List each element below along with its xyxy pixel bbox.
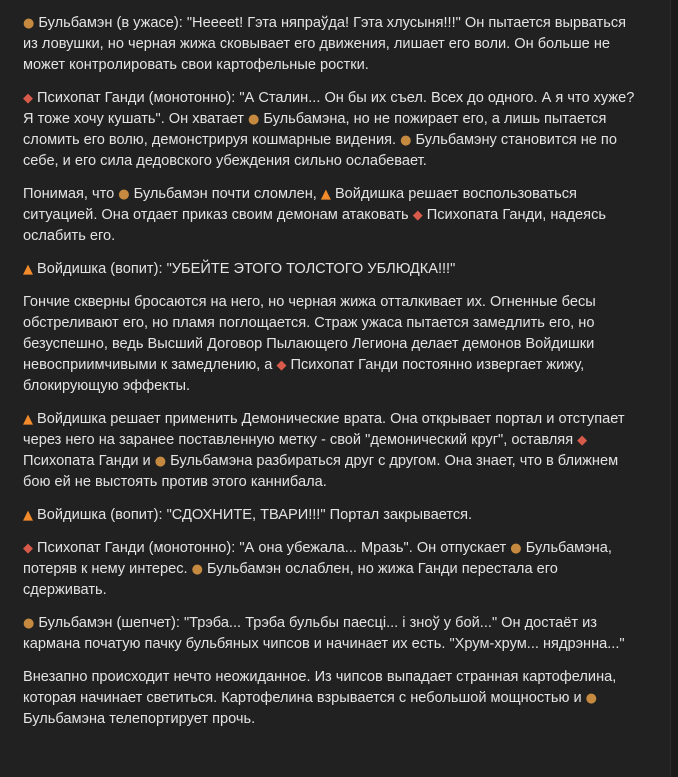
- message-text: Психопата Ганди и: [23, 453, 155, 469]
- message-text: Психопат Ганди постоянно извергает жижу, блокирующую эффекты.: [23, 357, 585, 394]
- potato-icon: ●: [154, 454, 167, 469]
- message-text: Внезапно происходит нечто неожиданное. Из чипсов выпадает странная картофелина, которая начинает светиться. Картофелина взрывается с небольшой мощностью и: [23, 669, 617, 706]
- message-paragraph: [23, 259, 639, 280]
- message-text: Понимая, что: [23, 186, 119, 202]
- meat-icon: ◆: [23, 541, 33, 556]
- message-text: Войдишка (вопит): "УБЕЙТЕ ЭТОГО ТОЛСТОГО УБЛЮДКА!!!": [33, 261, 456, 277]
- message-paragraph: [23, 292, 639, 397]
- message-paragraph: [23, 538, 639, 601]
- message-paragraph: [23, 409, 639, 493]
- message-text: Психопат Ганди (монотонно): "А Сталин... Он бы их съел. Всех до одного. А я что хуже? Я тоже хочу кушать". Он хватает: [23, 90, 635, 127]
- message-paragraph: [23, 667, 639, 730]
- message-text: Войдишка (вопит): "СДОХНИТЕ, ТВАРИ!!!" Портал закрывается.: [33, 507, 473, 523]
- potato-icon: ●: [191, 562, 203, 577]
- message-text: Бульбамэн (шепчет): "Трэба... Трэба бульбы паесці... і зноў у бой..." Он достаёт из кармана початую пачку бульбяных чипсов и начинает их есть. "Хрум-хрум... нядрэнна...": [23, 615, 625, 652]
- message-text: Психопат Ганди (монотонно): "А она убежала... Мразь". Он отпускает: [33, 540, 511, 556]
- potato-icon: ●: [585, 691, 597, 706]
- message-paragraph: [23, 613, 639, 655]
- message-text: Войдишка решает воспользоваться ситуацией. Она отдает приказ своим демонам атаковать: [23, 186, 577, 223]
- message-text: Бульбамэна телепортирует прочь.: [23, 711, 256, 727]
- scrollbar-track[interactable]: [671, 0, 678, 777]
- meat-icon: ◆: [577, 433, 588, 448]
- message-text: Бульбамэну становится не по себе, и его сила дедовского убеждения сильно ослабевает.: [23, 132, 617, 169]
- message-text: Бульбамэна разбираться друг с другом. Она знает, что в ближнем бою ей не выстоять против этого каннибала.: [23, 453, 619, 490]
- meat-icon: ◆: [276, 358, 287, 373]
- potato-icon: ●: [23, 16, 35, 31]
- message-text: Бульбамэна, но не пожирает его, а лишь пытается сломить его волю, демонстрируя кошмарные видения.: [23, 111, 607, 148]
- message-text: Войдишка решает применить Демонические врата. Она открывает портал и отступает через него на заранее поставленную метку - свой "демонический круг", оставляя: [23, 411, 625, 448]
- potato-icon: ●: [247, 112, 260, 127]
- fire-icon: ▲: [23, 262, 33, 277]
- fire-icon: ▲: [23, 508, 33, 523]
- potato-icon: ●: [118, 187, 130, 202]
- message-text: Бульбамэна, потеряв к нему интерес.: [23, 540, 612, 577]
- assistant-message: [23, 13, 639, 742]
- message-text: Бульбамэн (в ужасе): "Нееееt! Гэта няпраўда! Гэта хлусыня!!!" Он пытается вырваться из ловушки, но черная жижа сковывает его движения, лишает его воли. Он больше не может контролировать свои картофельные ростки.: [23, 15, 627, 73]
- potato-icon: ●: [23, 616, 35, 631]
- message-paragraph: [23, 505, 639, 526]
- meat-icon: ◆: [23, 91, 33, 106]
- message-paragraph: [23, 184, 639, 247]
- fire-icon: ▲: [23, 412, 33, 427]
- message-text: Бульбамэн ослаблен, но жижа Ганди перестала его сдерживать.: [23, 561, 558, 598]
- message-paragraph: [23, 88, 639, 172]
- meat-icon: ◆: [412, 208, 423, 223]
- potato-icon: ●: [510, 541, 522, 556]
- message-text: Бульбамэн почти сломлен,: [129, 186, 321, 202]
- fire-icon: ▲: [320, 187, 331, 202]
- message-text: Психопата Ганди, надеясь ослабить его.: [23, 207, 606, 244]
- message-paragraph: [23, 13, 639, 76]
- message-text: Гончие скверны бросаются на него, но черная жижа отталкивает их. Огненные бесы обстреливают его, но пламя поглощается. Страж ужаса пытается замедлить его, но безуспешно, ведь Высший Договор Пылающего Легиона делает демонов Войдишки невосприимчивыми к замедлению, а: [23, 294, 596, 373]
- potato-icon: ●: [400, 133, 412, 148]
